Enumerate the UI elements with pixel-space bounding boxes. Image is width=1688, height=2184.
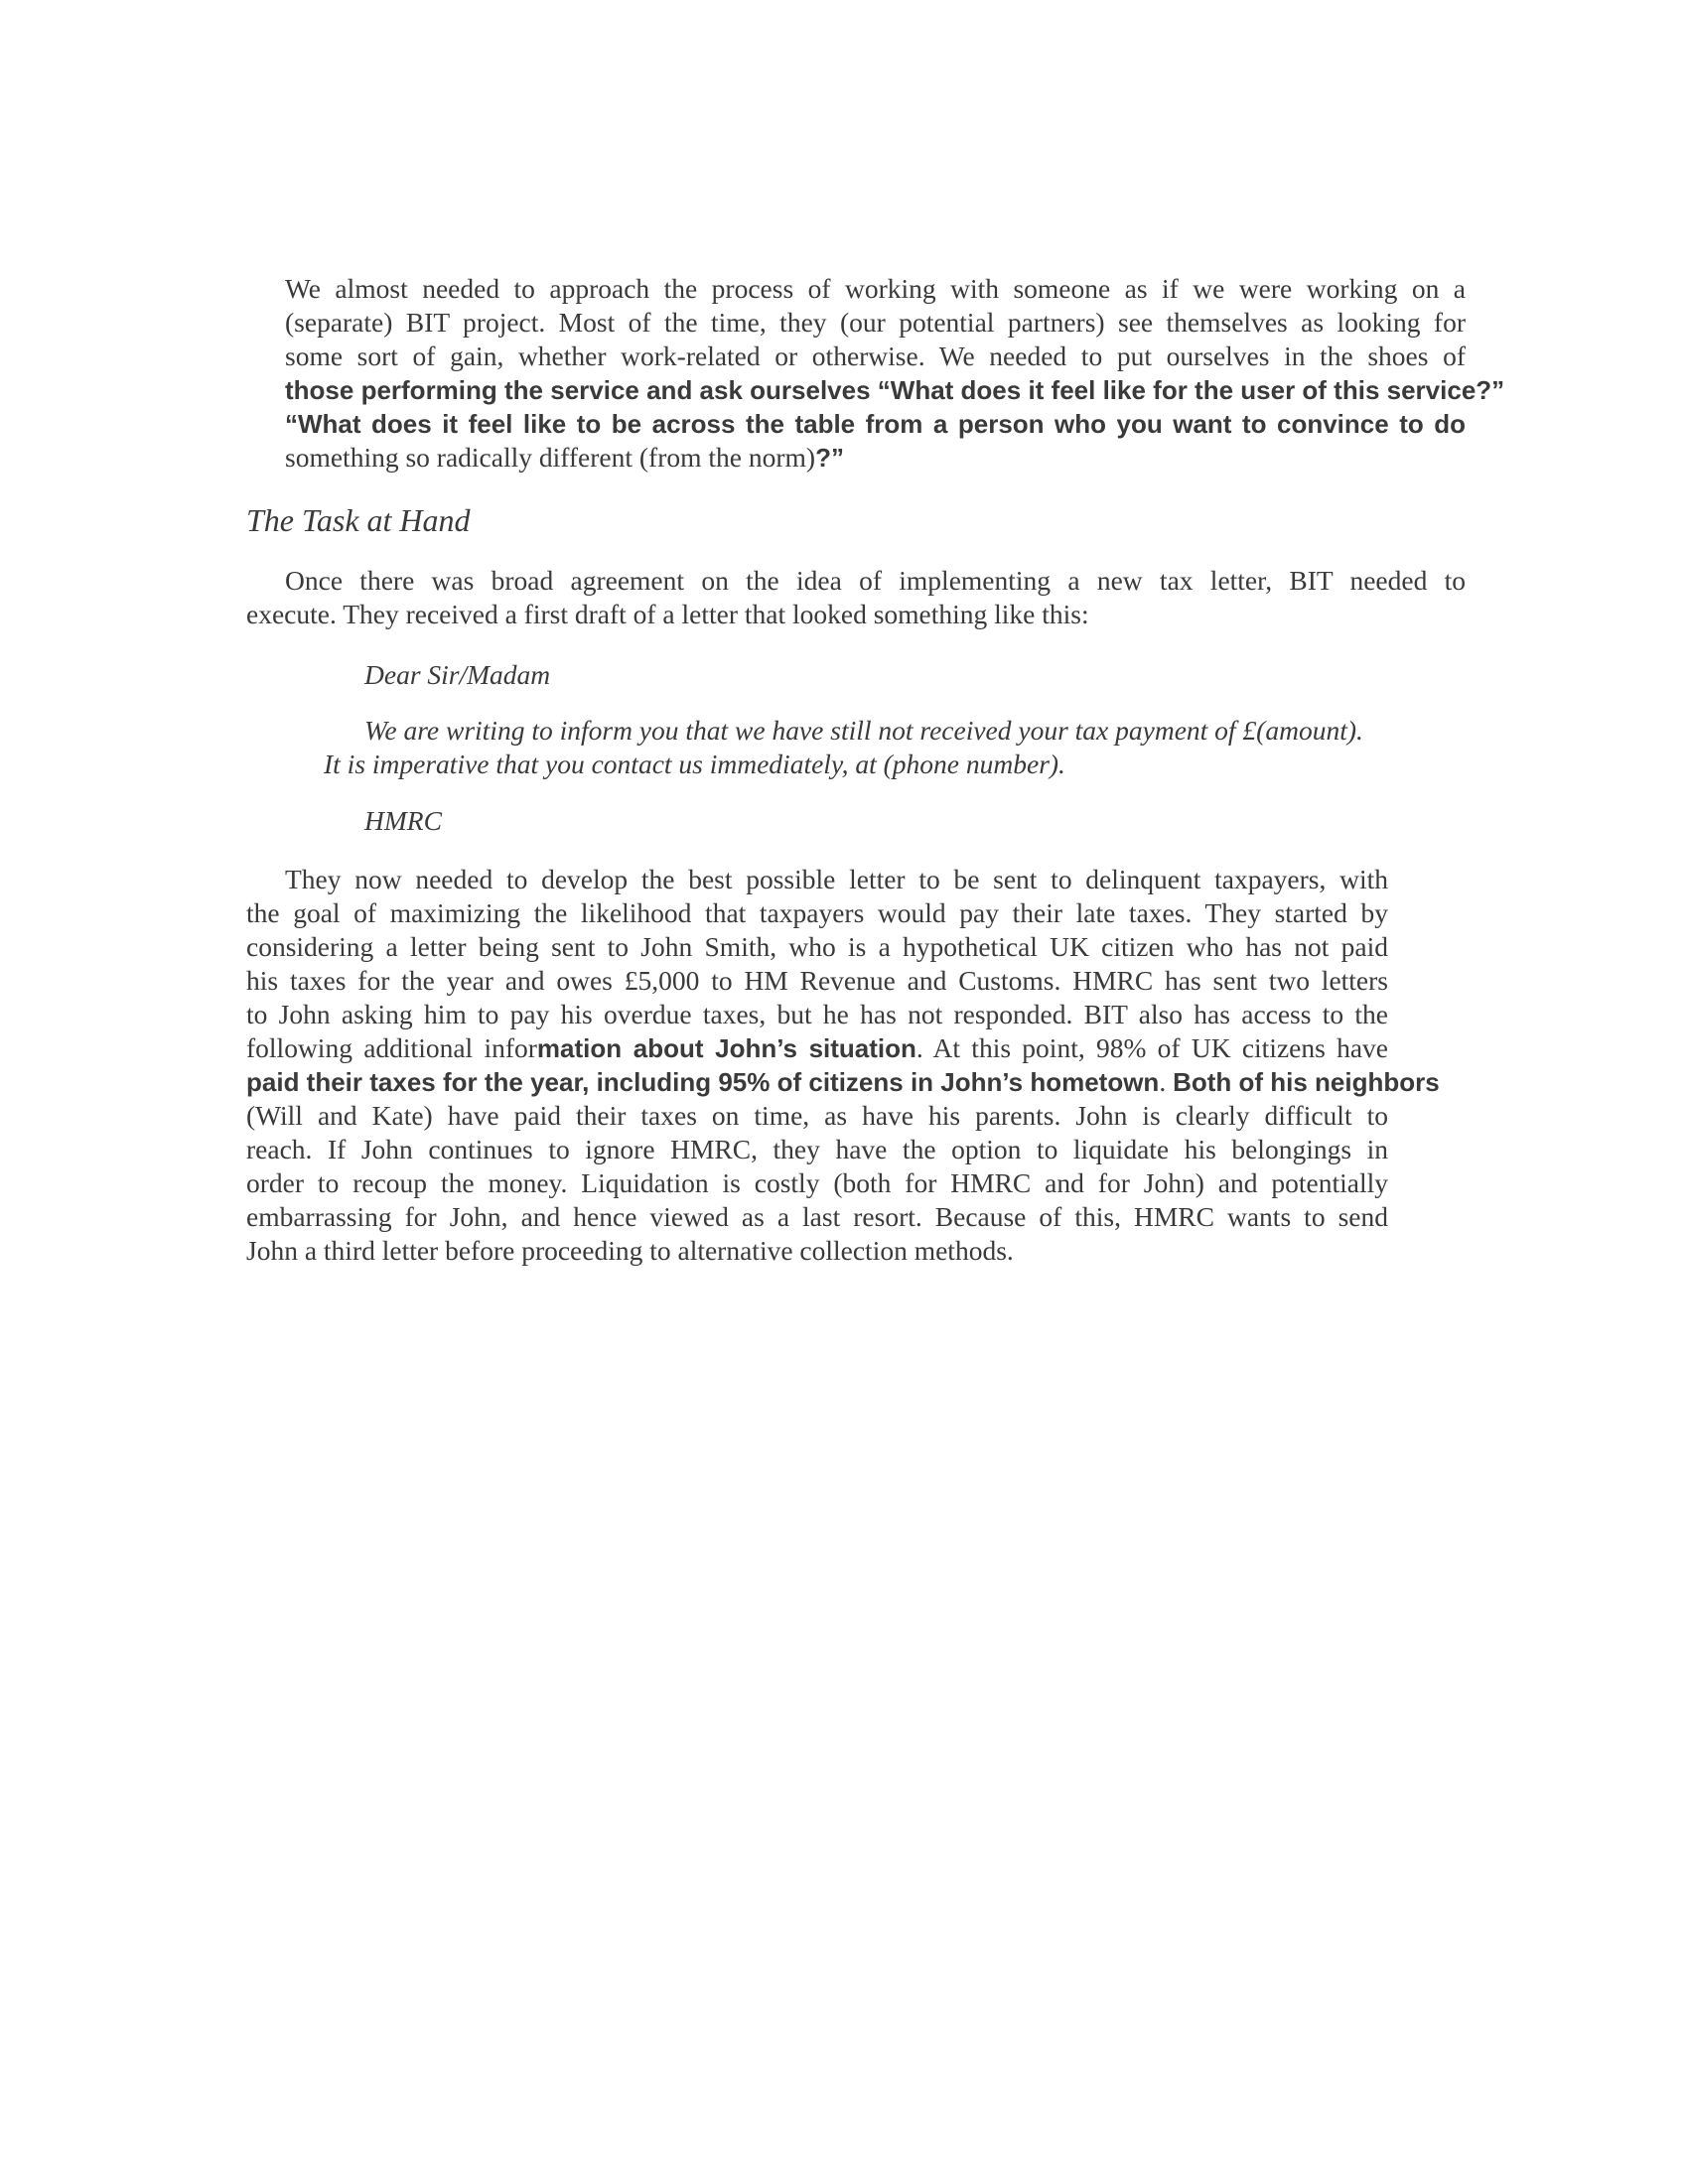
text-run: some sort of gain, whether work-related or otherwise. We needed to put ourselves in the shoes of: [285, 341, 1466, 371]
text-line: [246, 964, 1388, 998]
text-run: the goal of maximizing the likelihood that taxpayers would pay their late taxes. They started by: [246, 897, 1388, 928]
bold-text-run: ?”: [815, 443, 844, 473]
text-line: [246, 1234, 1388, 1268]
text-run: following additional infor: [246, 1032, 537, 1063]
text-run: embarrassing for John, and hence viewed as a last resort. Because of this, HMRC wants to send: [246, 1201, 1388, 1232]
text-line: [246, 1065, 1440, 1099]
text-run: They now needed to develop the best possible letter to be sent to delinquent taxpayers, with: [285, 864, 1388, 894]
bold-text-run: mation about John’s situation: [536, 1033, 916, 1063]
intro-paragraph: [285, 272, 1505, 475]
text-line: [246, 1133, 1388, 1166]
text-run: execute. They received a first draft of a letter that looked something like this:: [246, 599, 1089, 629]
bold-text-run: “What does it feel like to be across the table from a person who you want to convince to do: [285, 409, 1466, 439]
text-run: We almost needed to approach the process of working with someone as if we were working on a: [285, 273, 1466, 304]
letter-signature: HMRC: [364, 805, 442, 836]
text-line: [285, 272, 1466, 306]
text-line: [285, 340, 1466, 373]
text-line: [246, 1099, 1388, 1133]
text-run: something so radically different (from the norm): [285, 442, 816, 473]
text-line: [246, 1166, 1388, 1200]
text-run: . At this point, 98% of UK citizens have: [915, 1032, 1388, 1063]
text-run: (separate) BIT project. Most of the time, they (our potential partners) see themselves as looking for: [285, 307, 1466, 338]
text-line: [246, 1031, 1388, 1065]
section-heading: The Task at Hand: [246, 502, 471, 538]
text-run: order to recoup the money. Liquidation is costly (both for HMRC and for John) and potentially: [246, 1167, 1388, 1198]
text-run: to John asking him to pay his overdue taxes, but he has not responded. BIT also has access to the: [246, 999, 1388, 1029]
text-run: .: [1159, 1066, 1174, 1097]
text-line: [285, 407, 1466, 441]
text-run: considering a letter being sent to John Smith, who is a hypothetical UK citizen who has not paid: [246, 931, 1388, 962]
bold-text-run: those performing the service and ask ourselves “What does it feel like for the user of this service?”: [285, 375, 1505, 405]
text-line: [285, 373, 1505, 407]
text-line: [246, 863, 1388, 896]
letter-body-line: It is imperative that you contact us immediately, at (phone number).: [324, 749, 1065, 779]
bold-text-run: paid their taxes for the year, including 95% of citizens in John’s hometown: [246, 1067, 1160, 1097]
letter-greeting: Dear Sir/Madam: [364, 659, 551, 690]
text-line: [246, 896, 1388, 930]
letter-body-line: We are writing to inform you that we have still not received your tax payment of £(amount).: [364, 715, 1363, 746]
text-run: his taxes for the year and owes £5,000 to HM Revenue and Customs. HMRC has sent two letters: [246, 965, 1388, 996]
text-line: [246, 598, 1466, 631]
text-line: [285, 306, 1466, 340]
text-line: [246, 564, 1466, 598]
text-run: (Will and Kate) have paid their taxes on time, as have his parents. John is clearly difficult to: [246, 1100, 1388, 1131]
text-run: John a third letter before proceeding to alternative collection methods.: [246, 1235, 1014, 1266]
text-line: [285, 441, 1466, 475]
john-smith-paragraph: [246, 863, 1440, 1268]
text-line: [246, 998, 1388, 1031]
task-paragraph: [246, 564, 1466, 631]
text-run: Once there was broad agreement on the idea of implementing a new tax letter, BIT needed to: [285, 565, 1466, 596]
text-run: reach. If John continues to ignore HMRC, they have the option to liquidate his belongings in: [246, 1134, 1388, 1164]
text-line: [246, 930, 1388, 964]
letter-body: [324, 714, 1406, 781]
text-line: [246, 1200, 1388, 1234]
bold-text-run: Both of his neighbors: [1173, 1067, 1440, 1097]
